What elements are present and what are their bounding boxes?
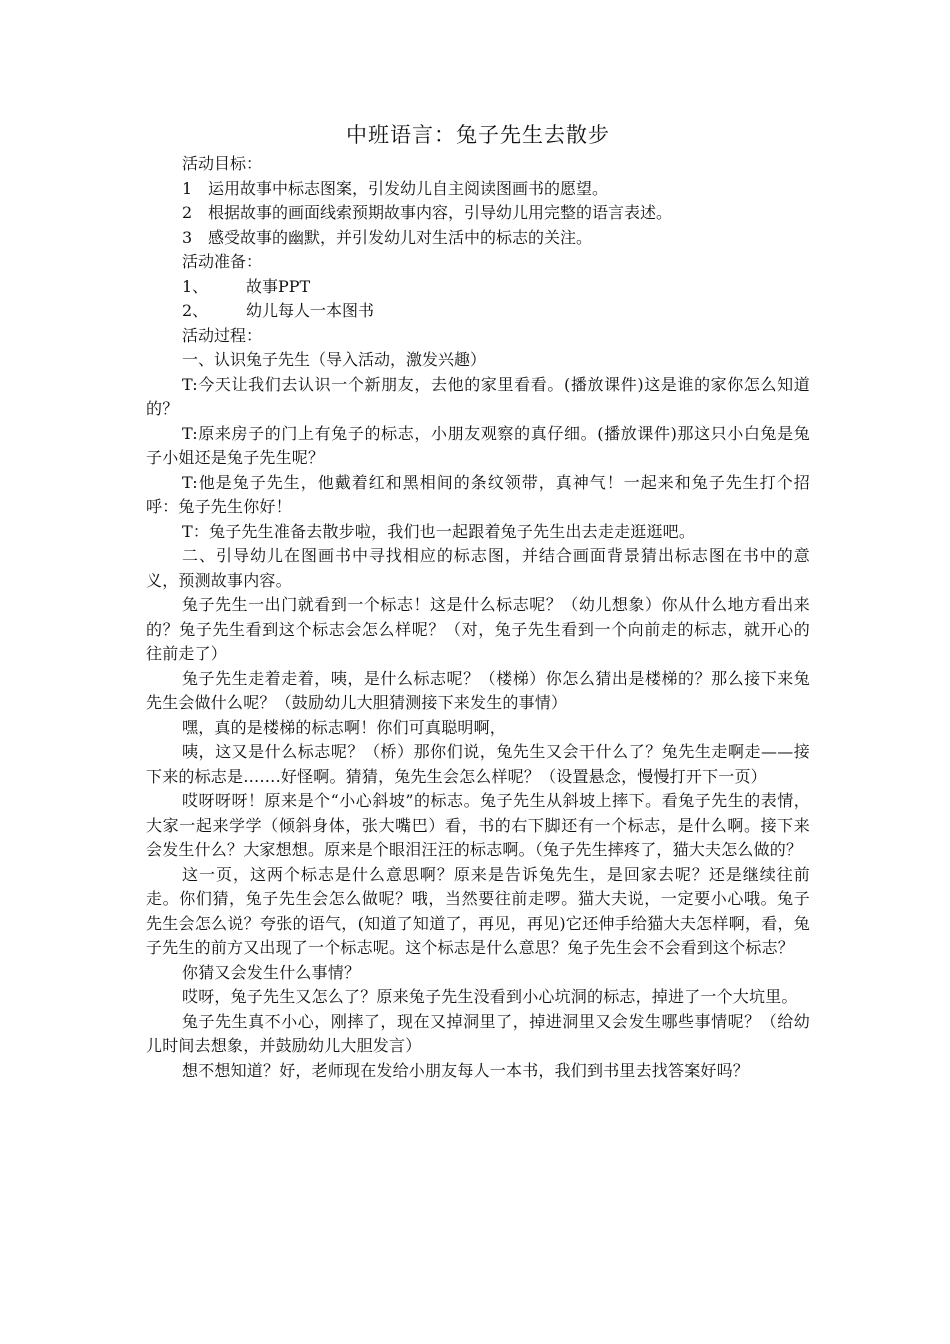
body-paragraph: T:原来房子的门上有兔子的标志，小朋友观察的真仔细。(播放课件)那这只小白兔是兔子小姐还是兔子先生呢？ xyxy=(146,423,810,467)
body-paragraph: 嘿，真的是楼梯的标志啊！你们可真聪明啊， xyxy=(182,717,507,737)
body-paragraph: 你猜又会发生什么事情？ xyxy=(182,962,361,982)
section-heading: 一、认识兔子先生（导入活动，激发兴趣） xyxy=(182,350,487,369)
goal-number: 3 xyxy=(182,227,193,247)
goal-number: 1 xyxy=(182,178,193,198)
body-paragraph: 兔子先生一出门就看到一个标志！这是什么标志呢？（幼儿想象）你从什么地方看出来的？兔子先生看到这个标志会怎么样呢？（对，兔子先生看到一个向前走的标志，就开心的往前走了） xyxy=(146,595,810,663)
goal-text: 运用故事中标志图案，引发幼儿自主阅读图画书的愿望。 xyxy=(208,178,609,198)
body-paragraph: T:他是兔子先生，他戴着红和黑相间的条纹领带，真神气！一起来和兔子先生打个招呼：兔子先生你好！ xyxy=(146,472,810,516)
body-paragraph: 哎呀呀呀！原来是个“小心斜坡”的标志。兔子先生从斜坡上摔下。看兔子先生的表情，大家一起来学学（倾斜身体，张大嘴巴）看，书的右下脚还有一个标志，是什么啊。接下来会发生什么？大家想想。原来是个眼泪汪汪的标志啊。（兔子先生摔疼了，猫大夫怎么做的？ xyxy=(146,791,810,859)
prep-item xyxy=(146,275,810,300)
body-paragraph: 兔子先生走着走着，咦，是什么标志呢？（楼梯）你怎么猜出是楼梯的？那么接下来兔先生会做什么呢？（鼓励幼儿大胆猜测接下来发生的事情） xyxy=(146,668,810,712)
prep-text: 故事PPT xyxy=(246,276,311,296)
document-title: 中班语言：兔子先生去散步 xyxy=(346,123,610,147)
process-heading: 活动过程： xyxy=(182,325,263,345)
document-page xyxy=(146,120,810,1083)
prep-heading: 活动准备： xyxy=(182,252,263,271)
goal-text: 感受故事的幽默，并引发幼儿对生活中的标志的关注。 xyxy=(208,227,593,247)
body-paragraph: 想不想知道？好，老师现在发给小朋友每人一本书，我们到书里去找答案好吗？ xyxy=(182,1060,750,1080)
prep-number: 1、 xyxy=(182,276,209,296)
body-paragraph: 兔子先生真不小心，刚摔了，现在又掉洞里了，掉进洞里又会发生哪些事情呢？（给幼儿时间去想象，并鼓励幼儿大胆发言） xyxy=(146,1011,810,1055)
goal-item xyxy=(146,201,810,226)
goals-heading: 活动目标： xyxy=(182,154,263,173)
goal-text: 根据故事的画面线索预期故事内容，引导幼儿用完整的语言表述。 xyxy=(208,203,673,222)
body-paragraph: 这一页，这两个标志是什么意思啊？原来是告诉兔先生，是回家去呢？还是继续往前走。你们猜，兔子先生会怎么做呢？哦，当然要往前走啰。猫大夫说，一定要小心哦。兔子先生会怎么说？夸张的语气，(知道了知道了，再见，再见)它还伸手给猫大夫怎样啊，看，兔子先生的前方又出现了一个标志呢。这个标志是什么意思？兔子先生会不会看到这个标志？ xyxy=(146,864,810,957)
prep-number: 2、 xyxy=(182,301,209,320)
section-heading-paragraph: 二、引导幼儿在图画书中寻找相应的标志图，并结合画面背景猜出标志图在书中的意义，预测故事内容。 xyxy=(146,546,810,590)
goal-item xyxy=(146,226,810,251)
goal-item xyxy=(146,177,810,202)
body-paragraph: 哎呀，兔子先生又怎么了？原来兔子先生没看到小心坑洞的标志，掉进了一个大坑里。 xyxy=(182,987,798,1006)
body-paragraph: 咦，这又是什么标志呢？（桥）那你们说，兔先生又会干什么了？兔先生走啊走——接下来的标志是…….好怪啊。猜猜，兔先生会怎么样呢？（设置悬念，慢慢打开下一页） xyxy=(146,742,810,786)
goal-number: 2 xyxy=(182,203,193,222)
prep-text: 幼儿每人一本图书 xyxy=(246,301,375,320)
body-paragraph: T:今天让我们去认识一个新朋友，去他的家里看看。(播放课件)这是谁的家你怎么知道的？ xyxy=(146,374,810,418)
prep-item xyxy=(146,299,810,324)
body-paragraph: T：兔子先生准备去散步啦，我们也一起跟着兔子先生出去走走逛逛吧。 xyxy=(182,521,696,541)
